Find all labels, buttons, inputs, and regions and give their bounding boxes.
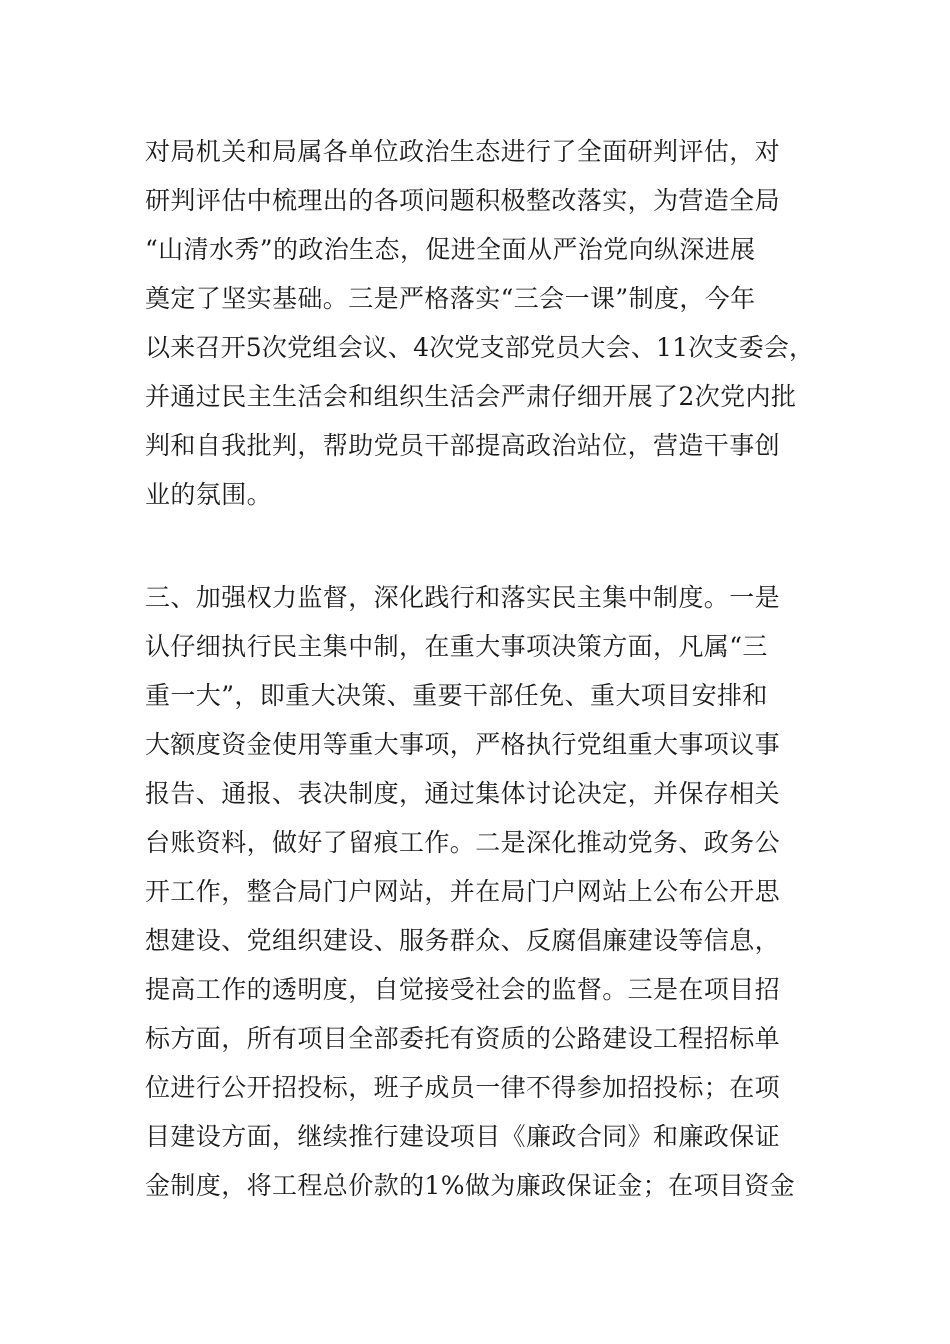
text-line: 报告、通报、表决制度，通过集体讨论决定，并保存相关 [145, 779, 781, 808]
text-line: 标方面，所有项目全部委托有资质的公路建设工程招标单 [145, 1024, 781, 1053]
text-line: 台账资料，做好了留痕工作。二是深化推动党务、政务公 [145, 828, 781, 857]
text-line: 并通过民主生活会和组织生活会严肃仔细开展了2次党内批 [145, 382, 797, 411]
text-line: 奠定了坚实基础。三是严格落实“三会一课”制度，今年 [145, 284, 756, 313]
text-line: 位进行公开招投标，班子成员一律不得参加招投标；在项 [145, 1073, 781, 1102]
text-line: 判和自我批判，帮助党员干部提高政治站位，营造干事创 [145, 431, 781, 460]
text-line: 对局机关和局属各单位政治生态进行了全面研判评估，对 [145, 137, 781, 166]
text-line: 重一大”，即重大决策、重要干部任免、重大项目安排和 [145, 681, 768, 710]
text-line: 想建设、党组织建设、服务群众、反腐倡廉建设等信息， [145, 926, 781, 955]
text-line: 提高工作的透明度，自觉接受社会的监督。三是在项目招 [145, 975, 781, 1004]
text-line: 以来召开5次党组会议、4次党支部党员大会、11次支委会， [145, 333, 815, 362]
text-line: 大额度资金使用等重大事项，严格执行党组重大事项议事 [145, 730, 781, 759]
text-line: 目建设方面，继续推行建设项目《廉政合同》和廉政保证 [145, 1122, 781, 1151]
text-line: 三、加强权力监督，深化践行和落实民主集中制度。一是 [145, 583, 781, 612]
text-line: 开工作，整合局门户网站，并在局门户网站上公布公开思 [145, 877, 781, 906]
text-line: 研判评估中梳理出的各项问题积极整改落实，为营造全局 [145, 186, 781, 215]
text-line: 金制度，将工程总价款的1%做为廉政保证金；在项目资金 [145, 1171, 796, 1200]
text-line: 业的氛围。 [145, 480, 273, 509]
text-line: “山清水秀”的政治生态，促进全面从严治党向纵深进展 [145, 235, 756, 264]
text-line: 认仔细执行民主集中制，在重大事项决策方面，凡属“三 [145, 632, 768, 661]
